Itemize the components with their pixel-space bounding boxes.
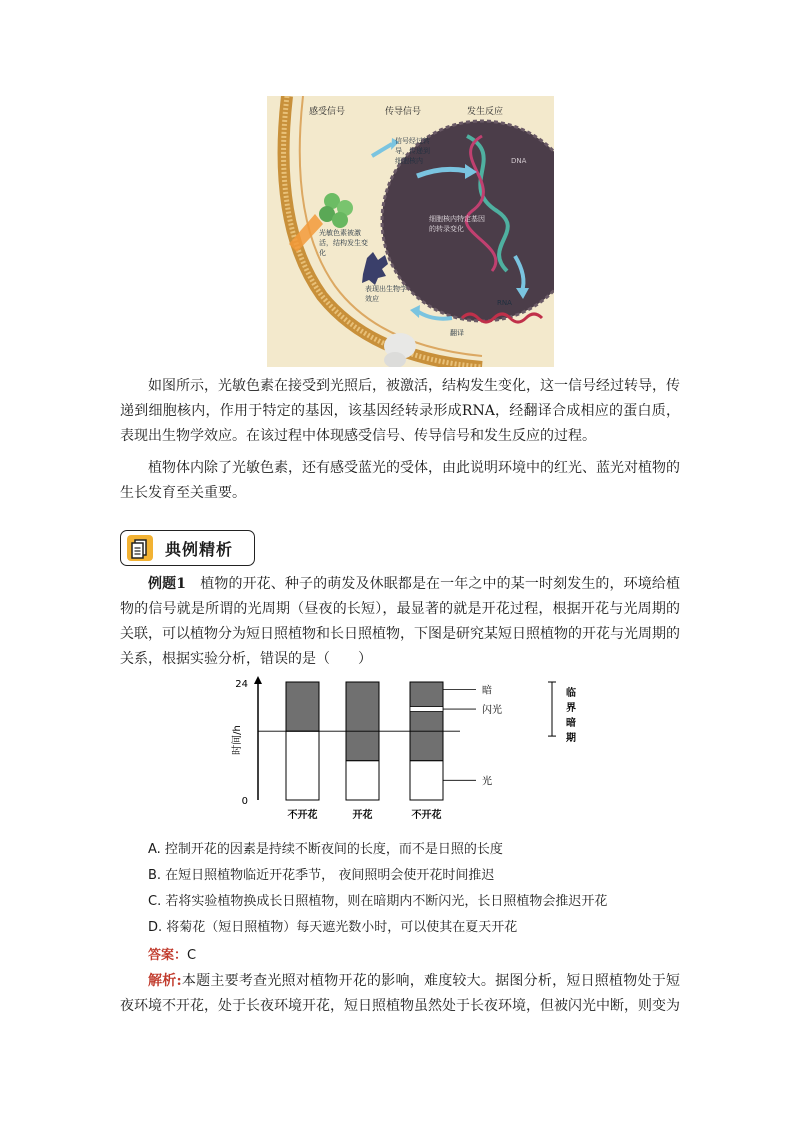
dark-bar: [410, 682, 443, 761]
y-tick-label: 24: [235, 679, 248, 690]
bracket-label: 临界暗期: [566, 688, 576, 744]
label-rna: RNA: [497, 299, 512, 307]
flash-band: [410, 707, 443, 712]
label-translation: 翻译: [450, 329, 464, 337]
photoperiod-chart-svg: [226, 672, 586, 832]
option-d: D. 将菊花（短日照植物）每天遮光数小时，可以使其在夏天开花: [148, 920, 518, 935]
dark-bar: [346, 682, 379, 761]
label-gene-transcription: 细胞核内特定基因的转录变化: [429, 215, 485, 233]
label-signal-transduced: 信号经过转导，传递到细胞核内: [395, 137, 430, 165]
paragraph-blue-light: 植物体内除了光敏色素，还有感受蓝光的受体，由此说明环境中的红光、蓝光对植物的生长发育至关重要。: [120, 460, 680, 501]
photoperiod-chart: [226, 672, 586, 836]
label-respond: 发生反应: [467, 107, 504, 117]
example-text: 植物的开花、种子的萌发及休眠都是在一年之中的某一时刻发生的，环境给植物的信号就是所谓的光周期（昼夜的长短），最显著的就是开花过程，根据开花与光周期的关联，可以植物分为短日照植物和长日照植物，下图是研究某短日照植物的开花与光周期的关系，根据实验分析，错误的是（ ）: [120, 576, 681, 667]
light-bar: [346, 761, 379, 800]
y-axis-arrow: [254, 676, 262, 684]
option-c: C. 若将实验植物换成长日照植物，则在暗期内不断闪光，长日照植物会推迟开花: [148, 894, 608, 909]
paragraph-phytochrome: 如图所示，光敏色素在接受到光照后，被激活，结构发生变化，这一信号经过转导，传递到细胞核内，作用于特定的基因，该基因经转录形成RNA，经翻译合成相应的蛋白质，表现出生物学效应。在该过程中体现感受信号、传导信号和发生反应的过程。: [120, 378, 680, 444]
y-axis-label: 时间/h: [232, 725, 243, 755]
light-bar: [410, 761, 443, 800]
answer-label: 答案：: [148, 948, 188, 963]
answer-line: [148, 944, 196, 963]
option-a: A. 控制开花的因素是持续不断夜间的长度，而不是日照的长度: [148, 842, 503, 857]
example-label: 例题1: [148, 576, 186, 592]
label-dna: DNA: [511, 157, 527, 165]
label-transduce-signal: 传导信号: [385, 107, 422, 117]
section-header: [120, 530, 255, 566]
section-title: 典例精析: [165, 540, 234, 559]
dark-bar: [286, 682, 319, 731]
label-sense-signal: 感受信号: [309, 107, 346, 117]
label-biological-effect: 表现出生物学效应: [365, 285, 407, 303]
legend-light: 光: [482, 776, 492, 788]
legend-flash: 闪光: [482, 705, 502, 717]
label-phytochrome-activated: 光敏色素被激活，结构发生变化: [319, 229, 368, 257]
light-bar: [286, 731, 319, 800]
phytochrome-pathway-figure: [267, 96, 554, 367]
analysis-text: 本题主要考查光照对植物开花的影响，难度较大。据图分析，短日照植物处于短夜环境不开花，处于长夜环境开花，短日照植物虽然处于长夜环境，但被闪光中断，则变为: [120, 973, 681, 1014]
category-label: 不开花: [411, 810, 442, 821]
option-b: B. 在短日照植物临近开花季节， 夜间照明会使开花时间推迟: [148, 868, 495, 883]
document-icon: [127, 535, 153, 561]
analysis-paragraph: [120, 969, 680, 1019]
legend-dark: 暗: [482, 685, 492, 697]
answer-value: C: [187, 948, 197, 963]
example-question: [120, 572, 680, 672]
category-label: 开花: [352, 810, 373, 821]
analysis-label: 解析:: [148, 973, 182, 989]
category-label: 不开花: [287, 810, 318, 821]
y-tick-label: 0: [241, 796, 248, 807]
